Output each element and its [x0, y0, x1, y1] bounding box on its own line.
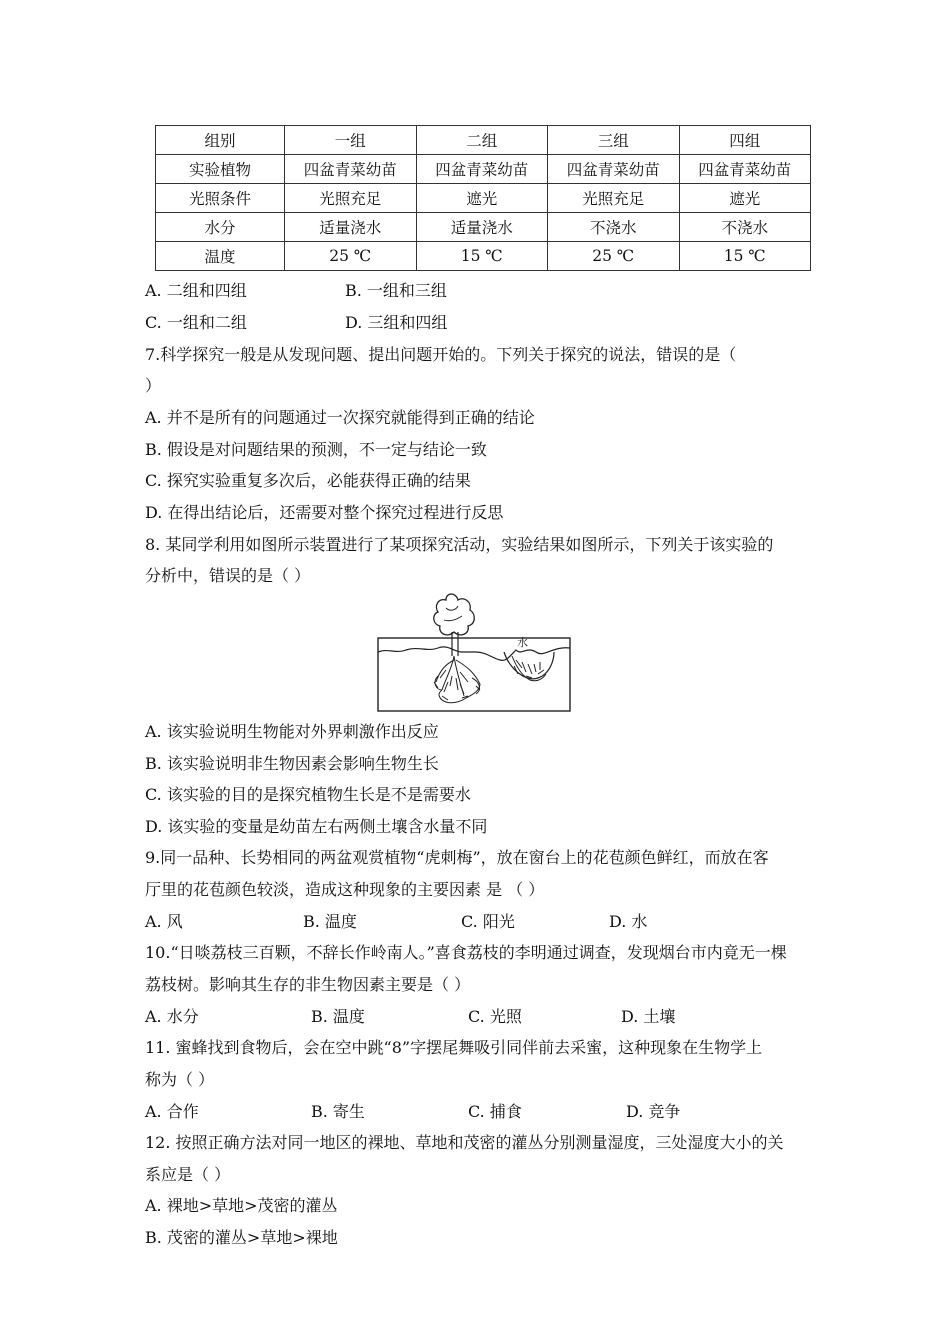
q10-option-b: B. 温度 [311, 1007, 365, 1026]
q11-option-c: C. 捕食 [468, 1102, 522, 1121]
table-cell: 不浇水 [679, 213, 811, 242]
q9-option-a: A. 风 [145, 912, 183, 931]
q10-option-d: D. 土壤 [621, 1007, 676, 1026]
table-header-row [156, 126, 811, 155]
table-cell: 实验植物 [156, 155, 285, 184]
table-cell: 遮光 [416, 184, 548, 213]
table-cell: 四盆青菜幼苗 [285, 155, 417, 184]
tree-trunk [452, 632, 458, 656]
q7-option-b: B. 假设是对问题结果的预测，不一定与结论一致 [145, 440, 487, 459]
q9-stem-cont: 厅里的花苞颜色较淡，造成这种现象的主要因素 是 （ ） [145, 880, 545, 899]
q9-option-c: C. 阳光 [461, 912, 515, 931]
q12-stem-cont: 系应是（ ） [145, 1165, 231, 1184]
plant-water-figure [376, 586, 572, 712]
table-row [156, 242, 811, 271]
q11-option-d: D. 竞争 [626, 1102, 681, 1121]
q7-option-c: C. 探究实验重复多次后，必能获得正确的结果 [145, 471, 471, 490]
q8-option-c: C. 该实验的目的是探究植物生长是不是需要水 [145, 785, 471, 804]
table-cell: 温度 [156, 242, 285, 271]
table-cell: 四盆青菜幼苗 [548, 155, 680, 184]
q12-option-b: B. 茂密的灌丛>草地>裸地 [145, 1228, 338, 1247]
q7-option-d: D. 在得出结论后，还需要对整个探究过程进行反思 [145, 503, 504, 522]
table-row [156, 184, 811, 213]
table-cell: 适量浇水 [285, 213, 417, 242]
q11-option-a: A. 合作 [145, 1102, 199, 1121]
q9-option-b: B. 温度 [303, 912, 357, 931]
table-cell: 二组 [416, 126, 548, 155]
q11-stem: 11. 蜜蜂找到食物后，会在空中跳“8”字摆尾舞吸引同伴前去采蜜，这种现象在生物学上 [145, 1038, 763, 1057]
q10-option-c: C. 光照 [468, 1007, 522, 1026]
experiment-table [155, 125, 811, 271]
table-cell: 水分 [156, 213, 285, 242]
table-cell: 不浇水 [548, 213, 680, 242]
q7-stem-cont: ） [145, 376, 162, 395]
q6-option-d: D. 三组和四组 [345, 313, 448, 332]
q11-stem-cont: 称为（ ） [145, 1070, 215, 1089]
soil-surface [378, 647, 570, 661]
q12-option-a: A. 裸地>草地>茂密的灌丛 [145, 1196, 338, 1215]
q6-option-c: C. 一组和二组 [145, 313, 247, 332]
q10-stem-cont: 荔枝树。影响其生存的非生物因素主要是（ ） [145, 975, 471, 994]
q10-stem: 10.“日啖荔枝三百颗，不辞长作岭南人。”喜食荔枝的李明通过调查，发现烟台市内竟无一棵 [145, 943, 787, 962]
table-cell: 25 ℃ [285, 242, 417, 271]
table-cell: 光照充足 [548, 184, 680, 213]
q7-stem: 7.科学探究一般是从发现问题、提出问题开始的。下列关于探究的说法，错误的是（ [145, 345, 737, 364]
table-cell: 光照条件 [156, 184, 285, 213]
table-cell: 15 ℃ [679, 242, 811, 271]
table-cell: 组别 [156, 126, 285, 155]
q6-option-a: A. 二组和四组 [145, 281, 247, 300]
q10-option-a: A. 水分 [145, 1007, 199, 1026]
q8-option-b: B. 该实验说明非生物因素会影响生物生长 [145, 754, 439, 773]
q9-option-d: D. 水 [609, 912, 648, 931]
table-cell: 25 ℃ [548, 242, 680, 271]
q6-option-b: B. 一组和三组 [345, 281, 447, 300]
table-row [156, 213, 811, 242]
tree-crown [434, 594, 475, 635]
table-cell: 四组 [679, 126, 811, 155]
table-cell: 四盆青菜幼苗 [679, 155, 811, 184]
table-cell: 15 ℃ [416, 242, 548, 271]
q8-option-a: A. 该实验说明生物能对外界刺激作出反应 [145, 722, 439, 741]
q8-stem-cont: 分析中，错误的是（ ） [145, 566, 311, 585]
table-row [156, 155, 811, 184]
table-cell: 光照充足 [285, 184, 417, 213]
table-cell: 适量浇水 [416, 213, 548, 242]
q8-stem: 8. 某同学利用如图所示装置进行了某项探究活动，实验结果如图所示，下列关于该实验的 [145, 535, 774, 554]
q9-stem: 9.同一品种、长势相同的两盆观赏植物“虎刺梅”，放在窗台上的花苞颜色鲜红，而放在客 [145, 848, 769, 867]
table-cell: 遮光 [679, 184, 811, 213]
roots-left [434, 656, 480, 703]
q7-option-a: A. 并不是所有的问题通过一次探究就能得到正确的结论 [145, 408, 535, 427]
table-cell: 四盆青菜幼苗 [416, 155, 548, 184]
q12-stem: 12. 按照正确方法对同一地区的裸地、草地和茂密的灌丛分别测量湿度，三处湿度大小的关 [145, 1133, 784, 1152]
table-cell: 一组 [285, 126, 417, 155]
q11-option-b: B. 寄生 [311, 1102, 365, 1121]
figure-label-water: 水 [517, 636, 528, 649]
q8-option-d: D. 该实验的变量是幼苗左右两侧土壤含水量不同 [145, 817, 488, 836]
table-cell: 三组 [548, 126, 680, 155]
